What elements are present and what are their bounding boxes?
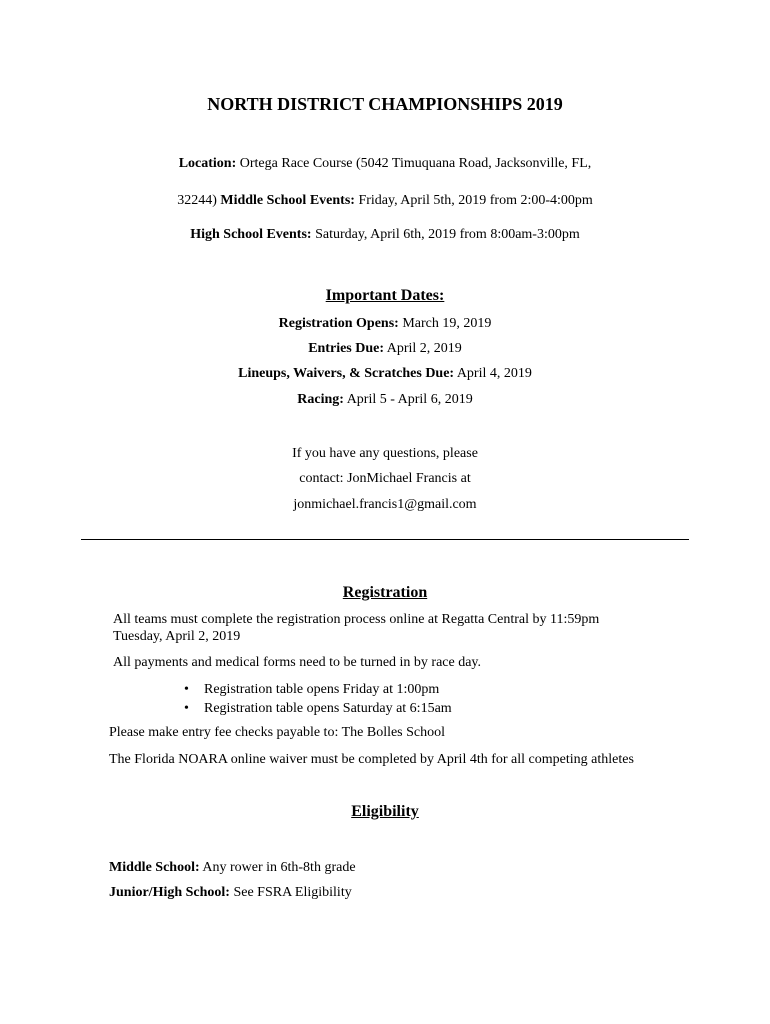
zip-prefix: 32244) bbox=[177, 193, 221, 208]
contact-line-2: contact: JonMichael Francis at bbox=[299, 471, 471, 486]
registration-paragraph-3: Please make entry fee checks payable to: The Bolles School bbox=[109, 725, 446, 740]
registration-paragraph-1: All teams must complete the registration process online at Regatta Central by 11:59pm bbox=[113, 612, 600, 627]
date-value: April 4, 2019 bbox=[454, 366, 532, 381]
registration-heading: Registration bbox=[342, 584, 428, 601]
list-item: • Registration table opens Saturday at 6:15am bbox=[204, 699, 452, 718]
date-value: April 2, 2019 bbox=[384, 341, 462, 356]
date-value: April 5 - April 6, 2019 bbox=[343, 392, 473, 407]
eligibility-heading: Eligibility bbox=[351, 803, 419, 820]
date-value: March 19, 2019 bbox=[398, 316, 492, 331]
important-dates-heading: Important Dates: bbox=[325, 287, 445, 304]
eligibility-value: See FSRA Eligibility bbox=[229, 885, 352, 900]
page-title: NORTH DISTRICT CHAMPIONSHIPS 2019 bbox=[207, 94, 563, 114]
registration-paragraph-1-cont: Tuesday, April 2, 2019 bbox=[113, 629, 241, 644]
eligibility-item bbox=[109, 860, 356, 876]
registration-paragraph-2: All payments and medical forms need to be turned in by race day. bbox=[113, 655, 482, 670]
high-school-events-text: Saturday, April 6th, 2019 from 8:00am-3:00pm bbox=[311, 227, 580, 242]
high-school-events-label: High School Events: bbox=[190, 227, 312, 242]
date-item bbox=[0, 392, 770, 408]
eligibility-label: Junior/High School: bbox=[109, 885, 230, 900]
eligibility-value: Any rower in 6th-8th grade bbox=[199, 860, 356, 875]
date-item bbox=[0, 316, 770, 332]
middle-school-events-line bbox=[0, 193, 770, 209]
middle-school-events-text: Friday, April 5th, 2019 from 2:00-4:00pm bbox=[354, 193, 593, 208]
location-text: Ortega Race Course (5042 Timuquana Road, Jacksonville, FL, bbox=[236, 156, 592, 171]
eligibility-label: Middle School: bbox=[109, 860, 200, 875]
middle-school-events-label: Middle School Events: bbox=[220, 193, 355, 208]
location-line bbox=[0, 156, 770, 172]
date-label: Lineups, Waivers, & Scratches Due: bbox=[238, 366, 455, 381]
list-item: • Registration table opens Friday at 1:00pm bbox=[204, 680, 452, 699]
registration-paragraph-4: The Florida NOARA online waiver must be completed by April 4th for all competing athletes bbox=[109, 752, 634, 767]
eligibility-item bbox=[109, 885, 352, 901]
date-item bbox=[0, 366, 770, 382]
section-divider bbox=[81, 539, 689, 540]
high-school-events-line bbox=[0, 227, 770, 243]
date-label: Racing: bbox=[297, 392, 344, 407]
location-label: Location: bbox=[178, 156, 237, 171]
contact-line-1: If you have any questions, please bbox=[292, 446, 478, 461]
date-label: Entries Due: bbox=[308, 341, 385, 356]
date-label: Registration Opens: bbox=[278, 316, 399, 331]
date-item bbox=[0, 341, 770, 357]
contact-email: jonmichael.francis1@gmail.com bbox=[293, 497, 477, 512]
registration-bullet-list bbox=[168, 680, 452, 718]
